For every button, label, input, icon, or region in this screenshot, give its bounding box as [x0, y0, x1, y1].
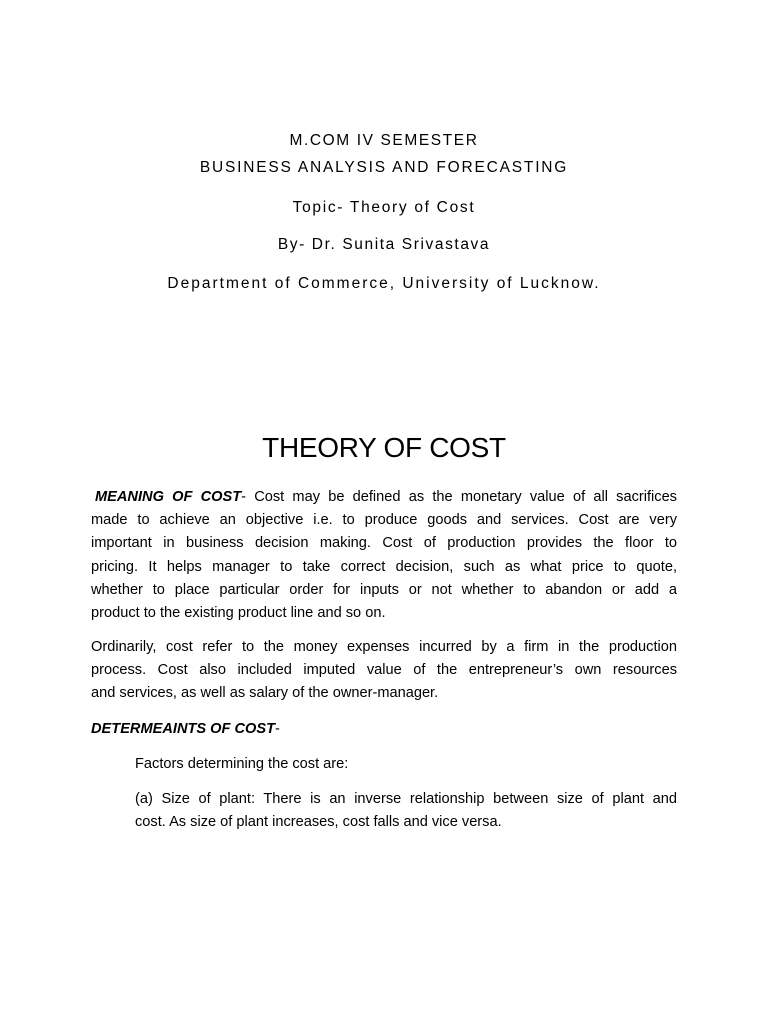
meaning-heading: MEANING OF COST — [95, 489, 242, 505]
course-line: M.COM IV SEMESTER — [289, 132, 479, 149]
meaning-line-0: - Cost may be defined as the monetary value of all sacrifices — [241, 489, 677, 505]
factor-a-paragraph — [135, 788, 677, 834]
meaning-paragraph — [91, 486, 677, 625]
determinants-heading: DETERMEAINTS OF COST — [91, 721, 276, 737]
meaning-line-2: important in business decision making. Cost of production provides the floor to — [91, 535, 677, 552]
meaning-line-1: made to achieve an objective i.e. to produce goods and services. Cost are very — [91, 512, 677, 529]
subject-line: BUSINESS ANALYSIS AND FORECASTING — [199, 159, 569, 176]
determinants-suffix: - — [275, 721, 280, 737]
ordinarily-paragraph — [91, 636, 677, 706]
document-title: THEORY OF COST — [262, 432, 506, 463]
determinants-heading-line — [91, 718, 677, 741]
factor-a-line-0: (a) Size of plant: There is an inverse relationship between size of plant and — [135, 791, 677, 807]
department-line: Department of Commerce, University of Lucknow. — [167, 275, 601, 292]
factor-a-line-1: cost. As size of plant increases, cost falls and vice versa. — [135, 814, 502, 831]
author-line: By- Dr. Sunita Srivastava — [277, 236, 491, 253]
meaning-line-5: product to the existing product line and so on. — [91, 604, 386, 621]
ordinarily-line-2: and services, as well as salary of the owner-manager. — [91, 685, 439, 702]
paragraph-line — [91, 486, 677, 509]
factors-intro: Factors determining the cost are: — [135, 756, 349, 772]
ordinarily-line-0: Ordinarily, cost refer to the money expenses incurred by a firm in the production — [91, 639, 677, 655]
ordinarily-line-1: process. Cost also included imputed value of the entrepreneur’s own resources — [91, 662, 677, 679]
meaning-line-3: pricing. It helps manager to take correct decision, such as what price to quote, — [91, 558, 677, 575]
topic-line: Topic- Theory of Cost — [292, 199, 476, 216]
meaning-line-4: whether to place particular order for inputs or not whether to abandon or add a — [91, 581, 677, 598]
